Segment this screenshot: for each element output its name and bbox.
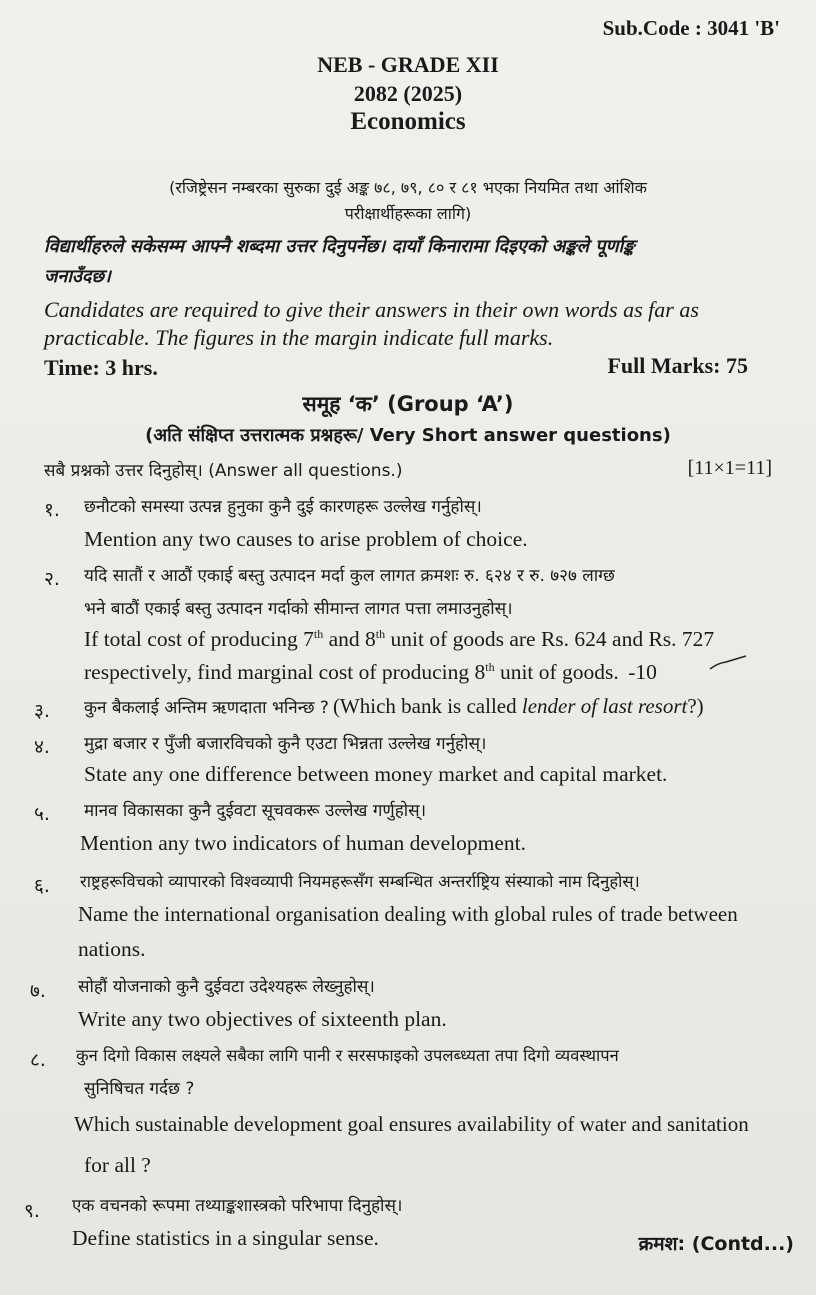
- continued-note: क्रमश: (Contd...): [638, 1233, 794, 1255]
- group-marks: [11×1=11]: [687, 457, 772, 479]
- question-number: ४.: [34, 736, 50, 758]
- question-nepali-line1: कुन दिगो विकास लक्ष्यले सबैका लागि पानी र सरसफाइको उपलब्ध्यता तपा दिगो व्यवस्थापन: [76, 1046, 619, 1065]
- question-number: ७.: [30, 980, 46, 1002]
- eligibility-note-line1: (रजिष्ट्रेसन नम्बरका सुरुका दुई अङ्क ७८, ७९, ८० र ८१ भएका नियमित तथा आंशिक: [169, 178, 647, 197]
- question-number: २.: [44, 568, 60, 590]
- question-english-line1: Which sustainable development goal ensures availability of water and sanitation: [74, 1112, 749, 1136]
- question-english: Define statistics in a singular sense.: [72, 1226, 379, 1250]
- question-english-line2: for all ?: [84, 1153, 151, 1177]
- eligibility-note-line2: परीक्षार्थीहरूका लागि): [344, 204, 472, 223]
- question-number: ३.: [34, 700, 50, 722]
- question-nepali: मुद्रा बजार र पुँजी बजारविचको कुनै एउटा भिन्नता उल्लेख गर्नुहोस्।: [84, 734, 487, 754]
- question-nepali: राष्ट्रहरूविचको व्यापारको विश्वव्यापी नियमहरूसँग सम्बन्धित अन्तर्राष्ट्रिय संस्याको नाम दिनुहोस्।: [80, 872, 640, 891]
- subject-title: Economics: [350, 108, 466, 135]
- handwritten-answer: -10: [628, 660, 657, 685]
- question-nepali: मानव विकासका कुनै दुईवटा सूचवकरू उल्लेख गर्णुहोस्।: [84, 801, 427, 821]
- question-number: ५.: [34, 803, 50, 825]
- question-english-line1: If total cost of producing 7th and 8th unit of goods are Rs. 624 and Rs. 727: [84, 627, 715, 652]
- subject-code: Sub.Code : 3041 'B': [602, 16, 780, 40]
- question-number: ८.: [30, 1049, 46, 1071]
- question-3-line: [84, 694, 704, 719]
- english-instruction-line1: Candidates are required to give their answers in their own words as far as: [44, 297, 699, 322]
- english-instruction-line2: practicable. The figures in the margin indicate full marks.: [44, 325, 554, 350]
- exam-time: Time: 3 hrs.: [44, 355, 158, 380]
- question-english-line1: Name the international organisation dealing with global rules of trade between: [78, 902, 738, 926]
- question-english: Mention any two causes to arise problem of choice.: [84, 527, 528, 551]
- question-nepali-line2: सुनिषिचत गर्दछ ?: [84, 1079, 195, 1099]
- group-title: समूह ‘क’ (Group ‘A’): [302, 392, 514, 416]
- question-nepali: छनौटको समस्या उत्पन्न हुनुका कुनै दुई कारणहरू उल्लेख गर्नुहोस्।: [84, 497, 482, 517]
- exam-year: 2082 (2025): [353, 81, 463, 106]
- nepali-instruction-line1: विद्यार्थीहरुले सकेसम्म आफ्नै शब्दमा उत्तर दिनुपर्नेछ। दायाँ किनारामा दिइएको अङ्कले पूर्णाङ्क: [44, 236, 635, 257]
- handwritten-tick-icon: [708, 655, 748, 673]
- group-subtitle: (अति संक्षिप्त उत्तरात्मक प्रश्नहरू/ Very Short answer questions): [145, 425, 671, 446]
- answer-all-instruction: सबै प्रश्नको उत्तर दिनुहोस्। (Answer all questions.): [44, 461, 403, 481]
- question-nepali: सोहौं योजनाको कुनै दुईवटा उदेश्यहरू लेख्नुहोस्।: [78, 977, 375, 997]
- question-english-line2: respectively, find marginal cost of producing 8th unit of goods. -10: [84, 660, 657, 685]
- question-nepali: एक वचनको रूपमा तथ्याङ्कशास्त्रको परिभापा दिनुहोस्।: [72, 1196, 403, 1216]
- nepali-instruction-line2: जनाउँदछ।: [44, 266, 111, 287]
- question-number: ९.: [24, 1200, 40, 1222]
- question-english: State any one difference between money market and capital market.: [84, 762, 668, 786]
- question-english: Write any two objectives of sixteenth plan.: [78, 1007, 447, 1031]
- question-nepali-line2: भने बाठौं एकाई बस्तु उत्पादन गर्दाको सीमान्त लागत पत्ता लमाउनुहोस्।: [84, 599, 513, 619]
- question-english-line2: nations.: [78, 937, 146, 961]
- full-marks: Full Marks: 75: [607, 353, 748, 378]
- question-number: १.: [44, 499, 60, 521]
- question-english: Mention any two indicators of human development.: [80, 831, 527, 855]
- question-nepali-line1: यदि सातौं र आठौं एकाई बस्तु उत्पादन मर्दा कुल लागत क्रमशः रु. ६२४ र रु. ७२७ लाग्छ: [84, 566, 615, 586]
- question-nepali: कुन बैकलाई अन्तिम ऋणदाता भनिन्छ ?: [84, 698, 329, 718]
- question-number: ६.: [34, 875, 50, 897]
- board-title: NEB - GRADE XII: [317, 52, 499, 77]
- question-english: (Which bank is called lender of last resort?): [332, 694, 704, 718]
